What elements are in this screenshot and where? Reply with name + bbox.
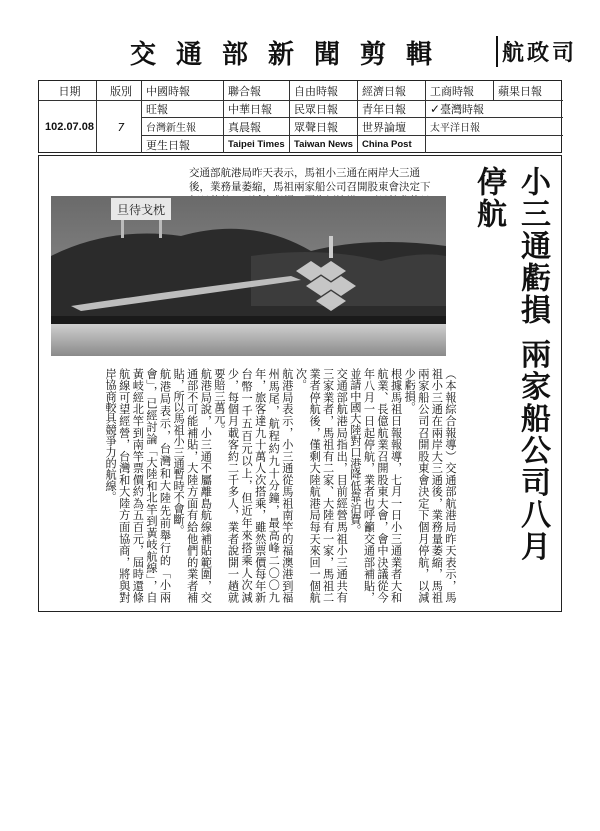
body-paragraph: 交通部航港局指出，目前經營馬祖小三通共有三家業者，馬祖有二家、大陸有一家，馬祖二業者停航後，僅剩大陸航港局每天來回一個航次。 [294,368,349,603]
department-name: 航政司 [496,36,577,67]
body-paragraph: （本報綜合報導）交通部航港局昨天表示，馬祖小三通在兩岸大三通後，業務量萎縮，馬祖兩家船公司召開股東會決定下個月停航，以減少虧損。 [403,368,457,603]
paper-wang: 旺報 [142,101,224,118]
paper-taiping: 太平洋日報 [426,118,563,136]
paper-minzhong: 民眾日報 [290,101,358,118]
article-headline: 小三通虧損 兩家船公司八月停航 [471,166,550,563]
paper-laixin: 眾聲日報 [290,118,358,136]
article-clipping [38,155,562,612]
banner-sign: 旦待戈枕 [116,203,166,217]
body-paragraph: 航港局表示，小三通從馬祖南竿的福澳港到福州馬尾，航程約九十分鐘，最高峰二〇〇九年，旅客達九十萬人次搭乘，雖然票價每年新台幣一千五百元以上，但近年來搭乘人次減少，每個月載客約二千多人，業者說開一趟就要賠三萬元。 [212,368,294,603]
empty-cell [426,136,563,153]
checkmark-icon: ✓ [430,102,441,116]
photo-caption: 交通部航港局昨天表示，馬祖小三通在兩岸大三通後，業務量萎縮，馬祖兩家船公司召開股東會決定下 [189,167,431,193]
body-paragraph: 航港局表示，台灣和大陸先前舉行的「小兩會」，已經討論「大陸和北竿到黃岐航線」，自黃岐經北竿到南竿票價約為五百元，屆時還條航線可望經營，台灣和大陸方面協商，將與對岸協商較具競爭力的航線。 [104,368,172,603]
paper-china-post: China Post [358,136,426,153]
paper-jingji: 經濟日報 [358,81,426,101]
body-paragraph: 航港局說，小三通不屬離島航線補貼範圍，交通部不可能補貼，大陸方面有給他們的業者補貼，所以馬祖小三通暫時不會斷。 [172,368,213,603]
paper-ziyou: 自由時報 [290,81,358,101]
paper-gongshang: 工商時報 [426,81,494,101]
version-label: 版別 [97,81,142,101]
paper-shijie: 世界論壇 [358,118,426,136]
paper-gengsheng: 更生日報 [142,136,224,153]
paper-qingnian: 青年日報 [358,101,426,118]
body-paragraph: 根據馬祖日報報導，七月一日小三通業者大和航業、長億航業召開股東大會，會中決議從今年八月一日起停航，業者也呼籲交通部補貼，並請中國大陸對口港降低靠泊費。 [348,368,403,603]
paper-taiwan-xinsheng: 台灣新生報 [142,118,224,136]
paper-pingguo: 蘋果日報 [494,81,563,101]
paper-taiwan-shibao-cell [426,101,563,118]
clipping-title: 交通部新聞剪輯 [130,40,453,70]
paper-zhongguo: 中國時報 [142,81,224,101]
clipping-header [0,30,600,70]
paper-lianhe: 聯合報 [224,81,290,101]
paper-taiwan-shibao: 臺灣時報 [440,103,485,116]
paper-zhonghua: 中華日報 [224,101,290,118]
source-table [38,80,562,153]
article-body [51,368,457,603]
date-value: 102.07.08 [39,101,97,153]
version-value: 7 [97,101,142,153]
date-label: 日期 [39,81,97,101]
harbor-photo [51,196,446,356]
paper-taipei-times: Taipei Times [224,136,290,153]
paper-taiwan-news: Taiwan News [290,136,358,153]
paper-zhenxian: 真晨報 [224,118,290,136]
harbor-illustration [51,196,446,356]
